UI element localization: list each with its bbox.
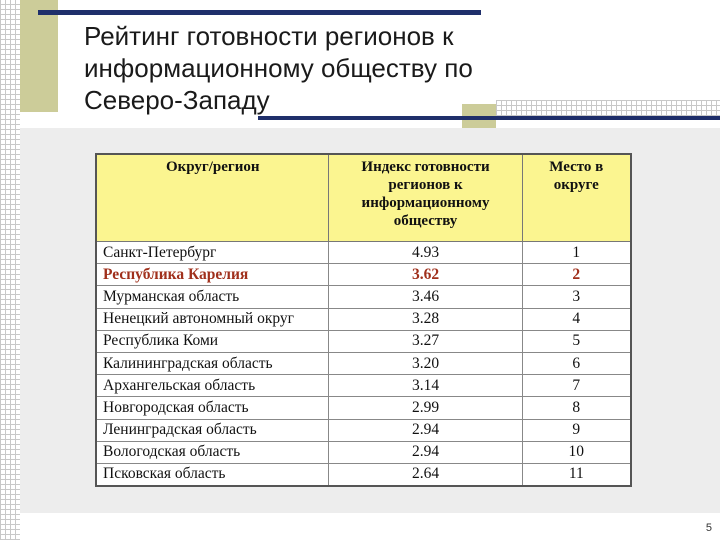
cell-index: 3.46 [329, 286, 522, 308]
title-underline-bar [258, 116, 720, 120]
cell-place: 7 [522, 375, 631, 397]
cell-place: 3 [522, 286, 631, 308]
table-row [96, 286, 631, 308]
title-line-1: Рейтинг готовности регионов к [84, 21, 454, 51]
cell-region: Псковская область [96, 463, 329, 486]
top-accent-bar [38, 10, 481, 15]
table-body [96, 242, 631, 487]
header-region-text: Округ/регион [165, 159, 260, 175]
cell-index: 3.20 [329, 352, 522, 374]
cell-place: 6 [522, 352, 631, 374]
table-header-row [96, 154, 631, 242]
header-place [522, 154, 631, 242]
cell-index: 4.93 [329, 242, 522, 264]
header-index-line: обществу [393, 213, 458, 229]
cell-region: Ненецкий автономный округ [96, 308, 329, 330]
header-index [329, 154, 522, 242]
cell-place: 2 [522, 264, 631, 286]
title-line-2: информационному обществу по [84, 53, 473, 83]
table-row [96, 264, 631, 286]
table-row [96, 441, 631, 463]
header-place-line: округе [553, 177, 599, 193]
header-index-line: регионов к [388, 177, 463, 193]
cell-place: 8 [522, 397, 631, 419]
slide-title [84, 20, 604, 116]
header-index-line: Индекс готовности [361, 159, 490, 175]
cell-region: Вологодская область [96, 441, 329, 463]
cell-place: 1 [522, 242, 631, 264]
cell-index: 2.94 [329, 419, 522, 441]
rating-table [95, 153, 632, 487]
page-number: 5 [705, 522, 712, 534]
cell-index: 3.28 [329, 308, 522, 330]
cell-place: 10 [522, 441, 631, 463]
cell-region: Новгородская область [96, 397, 329, 419]
header-place-line: Место в [549, 159, 604, 175]
left-grid-decoration [0, 0, 20, 540]
cell-index: 2.99 [329, 397, 522, 419]
cell-region: Ленинградская область [96, 419, 329, 441]
table-row [96, 330, 631, 352]
cell-index: 3.27 [329, 330, 522, 352]
cell-index: 3.62 [329, 264, 522, 286]
table-row [96, 352, 631, 374]
header-region [96, 154, 329, 242]
cell-region: Республика Коми [96, 330, 329, 352]
table-row [96, 419, 631, 441]
header-index-line: информационному [361, 195, 490, 211]
title-line-3: Северо-Западу [84, 85, 270, 115]
table-row [96, 397, 631, 419]
cell-region: Калининградская область [96, 352, 329, 374]
cell-region: Санкт-Петербург [96, 242, 329, 264]
cell-place: 9 [522, 419, 631, 441]
cell-region: Архангельская область [96, 375, 329, 397]
cell-index: 2.64 [329, 463, 522, 486]
cell-index: 3.14 [329, 375, 522, 397]
cell-place: 4 [522, 308, 631, 330]
table-row [96, 463, 631, 486]
cell-region: Мурманская область [96, 286, 329, 308]
cell-place: 5 [522, 330, 631, 352]
olive-decoration-block [20, 0, 58, 112]
table-row [96, 308, 631, 330]
cell-index: 2.94 [329, 441, 522, 463]
table-row [96, 375, 631, 397]
cell-place: 11 [522, 463, 631, 486]
table-row [96, 242, 631, 264]
cell-region: Республика Карелия [96, 264, 329, 286]
